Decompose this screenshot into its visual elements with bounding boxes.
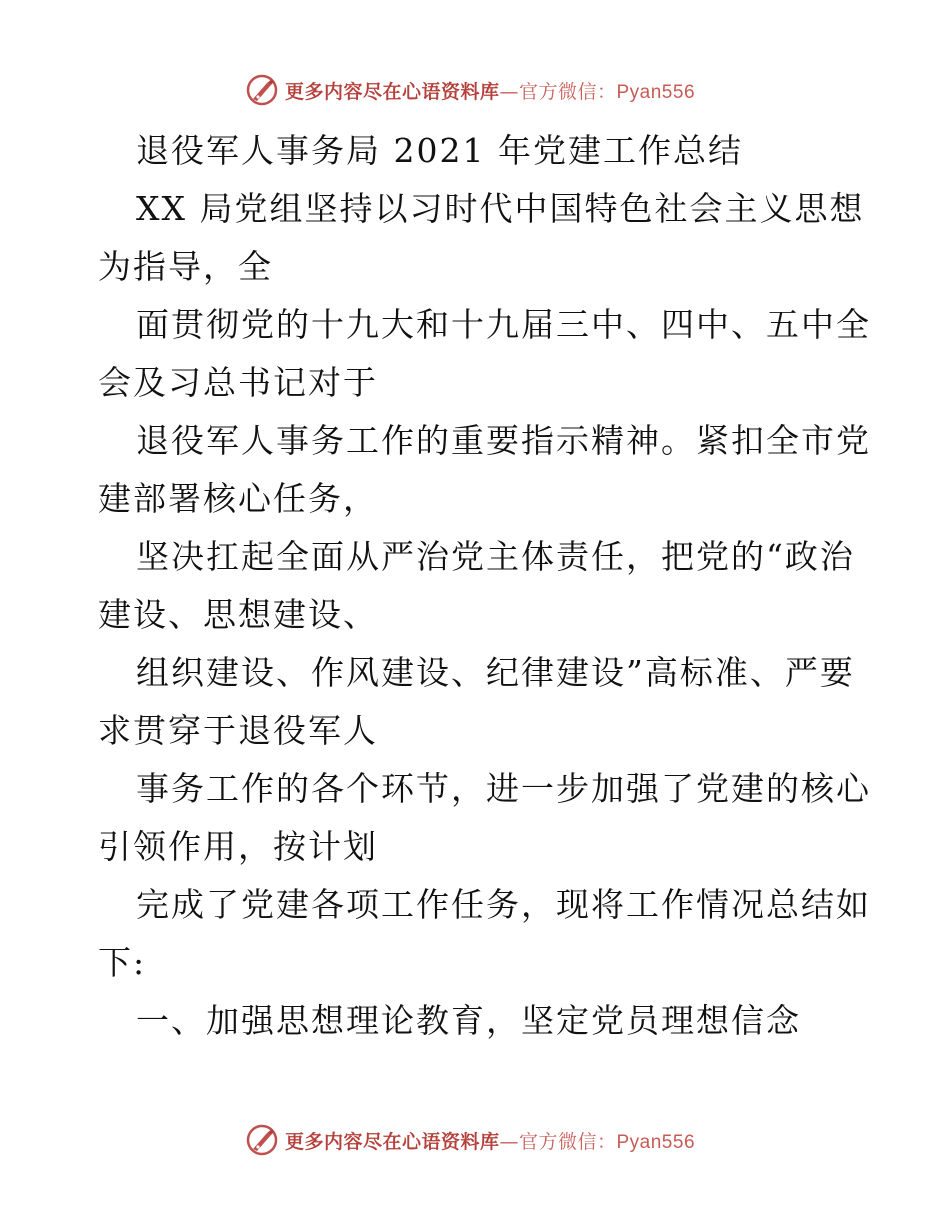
footer-watermark-banner: [0, 1120, 950, 1160]
paragraph-line: 建设、思想建设、: [98, 595, 378, 634]
paragraph-line: 组织建设、作风建设、纪律建设”高标准、严要: [136, 653, 855, 692]
paragraph-line: 为指导，全: [98, 247, 273, 286]
paragraph-line: 会及习总书记对于: [98, 363, 378, 402]
watermark-dash: —: [499, 80, 519, 103]
paragraph-line: 事务工作的各个环节，进一步加强了党建的核心: [136, 769, 871, 808]
header-watermark-banner: [0, 70, 950, 110]
paragraph-line: 下:: [98, 943, 147, 982]
pen-nib-logo-icon: [245, 73, 279, 107]
watermark-main-text: 更多内容尽在心语资料库: [284, 1130, 500, 1153]
paragraph-line: XX 局党组坚持以习时代中国特色社会主义思想: [136, 189, 865, 228]
pen-nib-logo-icon: [245, 1123, 279, 1157]
watermark-text: [285, 1127, 695, 1154]
document-body: [98, 122, 871, 1050]
paragraph-line: 求贯穿于退役军人: [98, 711, 378, 750]
paragraph-line: 面贯彻党的十九大和十九届三中、四中、五中全: [136, 305, 871, 344]
section-heading: 一、加强思想理论教育，坚定党员理想信念: [136, 1001, 801, 1040]
paragraph-line: 引领作用，按计划: [98, 827, 378, 866]
watermark-wechat-id: Pyan556: [616, 81, 696, 103]
paragraph-line: 完成了党建各项工作任务，现将工作情况总结如: [136, 885, 871, 924]
watermark-wechat-label: 官方微信：: [518, 80, 617, 103]
paragraph-line: 坚决扛起全面从严治党主体责任，把党的“政治: [136, 537, 855, 576]
document-title: 退役军人事务局 2021 年党建工作总结: [136, 131, 743, 170]
watermark-text: [285, 77, 695, 104]
watermark-dash: —: [499, 1130, 519, 1153]
watermark-wechat-label: 官方微信：: [518, 1130, 617, 1153]
watermark-main-text: 更多内容尽在心语资料库: [284, 80, 500, 103]
watermark-wechat-id: Pyan556: [616, 1131, 696, 1153]
paragraph-line: 退役军人事务工作的重要指示精神。紧扣全市党: [136, 421, 871, 460]
paragraph-line: 建部署核心任务，: [98, 479, 378, 518]
